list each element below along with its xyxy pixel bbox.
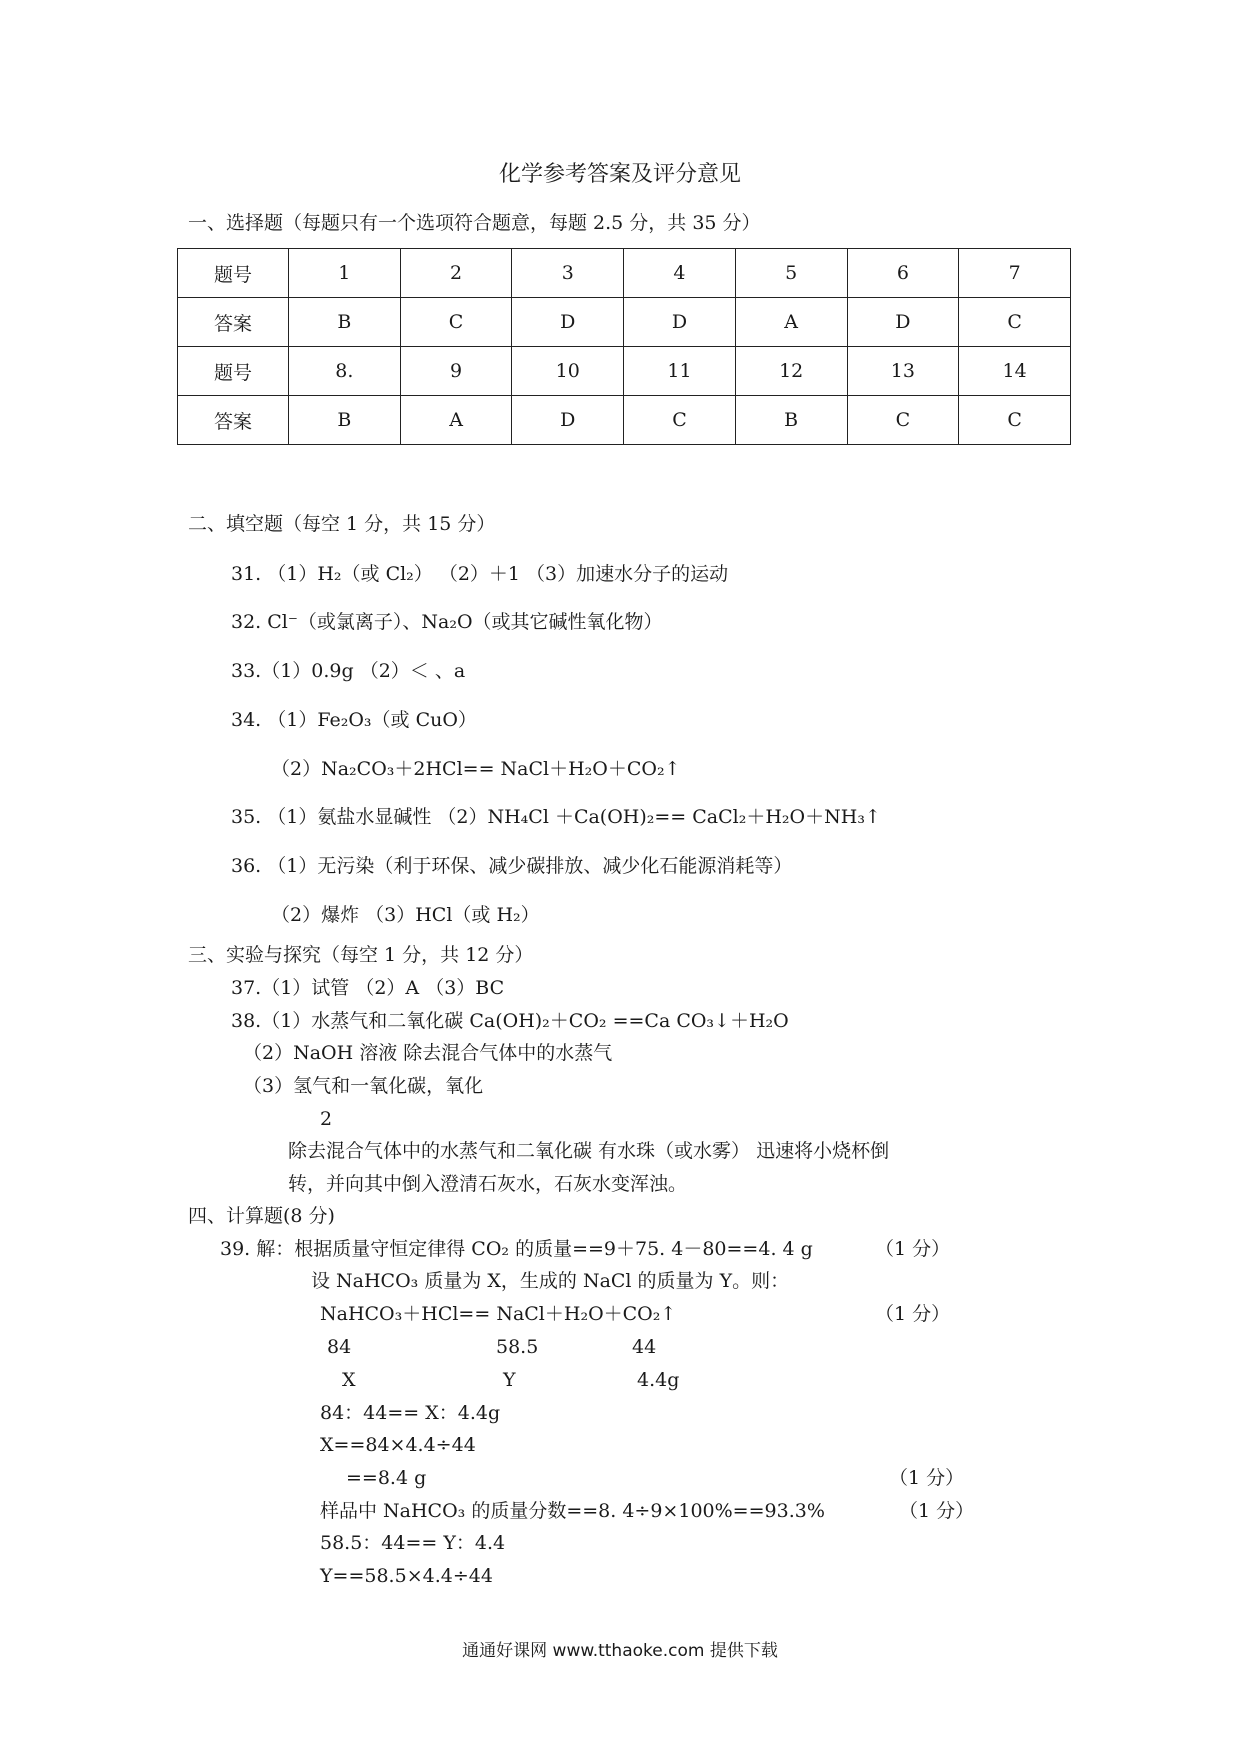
table-cell: 5 <box>735 249 847 298</box>
unknown-x: X <box>342 1369 356 1391</box>
q39-ratio-x: 84：44== X：4.4g <box>320 1402 501 1424</box>
table-cell: 8. <box>289 347 401 396</box>
table-cell: 14 <box>959 347 1071 396</box>
table-cell: 10 <box>512 347 624 396</box>
table-cell: C <box>400 298 512 347</box>
row-label: 答案 <box>178 298 289 347</box>
row-label: 题号 <box>178 347 289 396</box>
q39-result-x-score: （1 分） <box>889 1467 965 1489</box>
row-label: 题号 <box>178 249 289 298</box>
table-cell: B <box>289 396 401 445</box>
table-cell: C <box>959 298 1071 347</box>
answer-table-row <box>178 347 1071 396</box>
table-cell: 4 <box>624 249 736 298</box>
q34a-line: 34. （1）Fe₂O₃（或 CuO） <box>231 709 477 731</box>
table-cell: C <box>624 396 736 445</box>
table-cell: D <box>847 298 959 347</box>
q31-line: 31. （1）H₂（或 Cl₂） （2）＋1 （3）加速水分子的运动 <box>231 563 729 585</box>
q39-calc-x: X==84×4.4÷44 <box>320 1434 476 1456</box>
q39-line1-score: （1 分） <box>875 1238 951 1260</box>
section4-heading: 四、计算题(8 分) <box>188 1205 335 1227</box>
q38c-line: （3）氢气和一氧化碳，氧化 <box>243 1075 484 1097</box>
q38d-line: 2 <box>320 1108 333 1130</box>
q38a-line: 38.（1）水蒸气和二氧化碳 Ca(OH)₂＋CO₂ ==Ca CO₃↓＋H₂O <box>231 1010 789 1032</box>
table-cell: C <box>847 396 959 445</box>
q39-calc-y: Y==58.5×4.4÷44 <box>320 1565 493 1587</box>
co2-mass: 4.4g <box>637 1369 680 1391</box>
q38b-line: （2）NaOH 溶液 除去混合气体中的水蒸气 <box>243 1042 613 1064</box>
q39-ratio-y: 58.5：44== Y：4.4 <box>320 1532 506 1554</box>
q39-equation: NaHCO₃＋HCl== NaCl＋H₂O＋CO₂↑ <box>320 1303 677 1325</box>
table-cell: A <box>400 396 512 445</box>
answer-table-row <box>178 396 1071 445</box>
section3-heading: 三、实验与探究（每空 1 分，共 12 分） <box>188 944 534 966</box>
q38e-line: 除去混合气体中的水蒸气和二氧化碳 有水珠（或水雾） 迅速将小烧杯倒 <box>288 1140 890 1162</box>
table-cell: D <box>624 298 736 347</box>
q36a-line: 36. （1）无污染（利于环保、减少碳排放、减少化石能源消耗等） <box>231 855 793 877</box>
section2-heading: 二、填空题（每空 1 分，共 15 分） <box>188 513 496 535</box>
row-label: 答案 <box>178 396 289 445</box>
page-title: 化学参考答案及评分意见 <box>498 162 741 187</box>
q32-line: 32. Cl⁻（或氯离子）、Na₂O（或其它碱性氧化物） <box>231 611 663 633</box>
table-cell: 1 <box>289 249 401 298</box>
footer-text: 通通好课网 www.tthaoke.com 提供下载 <box>462 1641 778 1661</box>
section1-heading: 一、选择题（每题只有一个选项符合题意，每题 2.5 分，共 35 分） <box>188 212 761 234</box>
table-cell: 9 <box>400 347 512 396</box>
table-cell: 6 <box>847 249 959 298</box>
q34b-line: （2）Na₂CO₃＋2HCl== NaCl＋H₂O＋CO₂↑ <box>271 758 681 780</box>
answer-table-row <box>178 249 1071 298</box>
table-cell: 13 <box>847 347 959 396</box>
q37-line: 37.（1）试管 （2）A （3）BC <box>231 977 505 999</box>
q39-line2: 设 NaHCO₃ 质量为 X，生成的 NaCl 的质量为 Y。则： <box>311 1270 790 1292</box>
table-cell: C <box>959 396 1071 445</box>
molar-mass-nahco3: 84 <box>327 1336 352 1358</box>
q39-mass-fraction-score: （1 分） <box>899 1500 975 1522</box>
answer-table <box>177 248 1071 445</box>
table-cell: 3 <box>512 249 624 298</box>
table-cell: 11 <box>624 347 736 396</box>
q39-equation-score: （1 分） <box>875 1303 951 1325</box>
q33-line: 33.（1）0.9g （2）＜ 、a <box>231 660 466 682</box>
table-cell: 7 <box>959 249 1071 298</box>
table-cell: 2 <box>400 249 512 298</box>
q38f-line: 转，并向其中倒入澄清石灰水，石灰水变浑浊。 <box>288 1173 688 1195</box>
unknown-y: Y <box>503 1369 516 1391</box>
answer-table-row <box>178 298 1071 347</box>
table-cell: B <box>289 298 401 347</box>
table-cell: B <box>735 396 847 445</box>
molar-mass-nacl: 58.5 <box>496 1336 539 1358</box>
molar-mass-co2: 44 <box>632 1336 657 1358</box>
table-cell: D <box>512 298 624 347</box>
q35-line: 35. （1）氨盐水显碱性 （2）NH₄Cl ＋Ca(OH)₂== CaCl₂＋H₂O＋NH₃↑ <box>231 806 881 828</box>
q39-mass-fraction: 样品中 NaHCO₃ 的质量分数==8. 4÷9×100%==93.3% <box>320 1500 825 1522</box>
q39-line1: 39. 解：根据质量守恒定律得 CO₂ 的质量==9＋75. 4－80==4. 4 g <box>220 1238 813 1260</box>
q36b-line: （2）爆炸 （3）HCl（或 H₂） <box>271 904 540 926</box>
table-cell: A <box>735 298 847 347</box>
q39-result-x: ==8.4 g <box>346 1467 427 1489</box>
table-cell: 12 <box>735 347 847 396</box>
table-cell: D <box>512 396 624 445</box>
